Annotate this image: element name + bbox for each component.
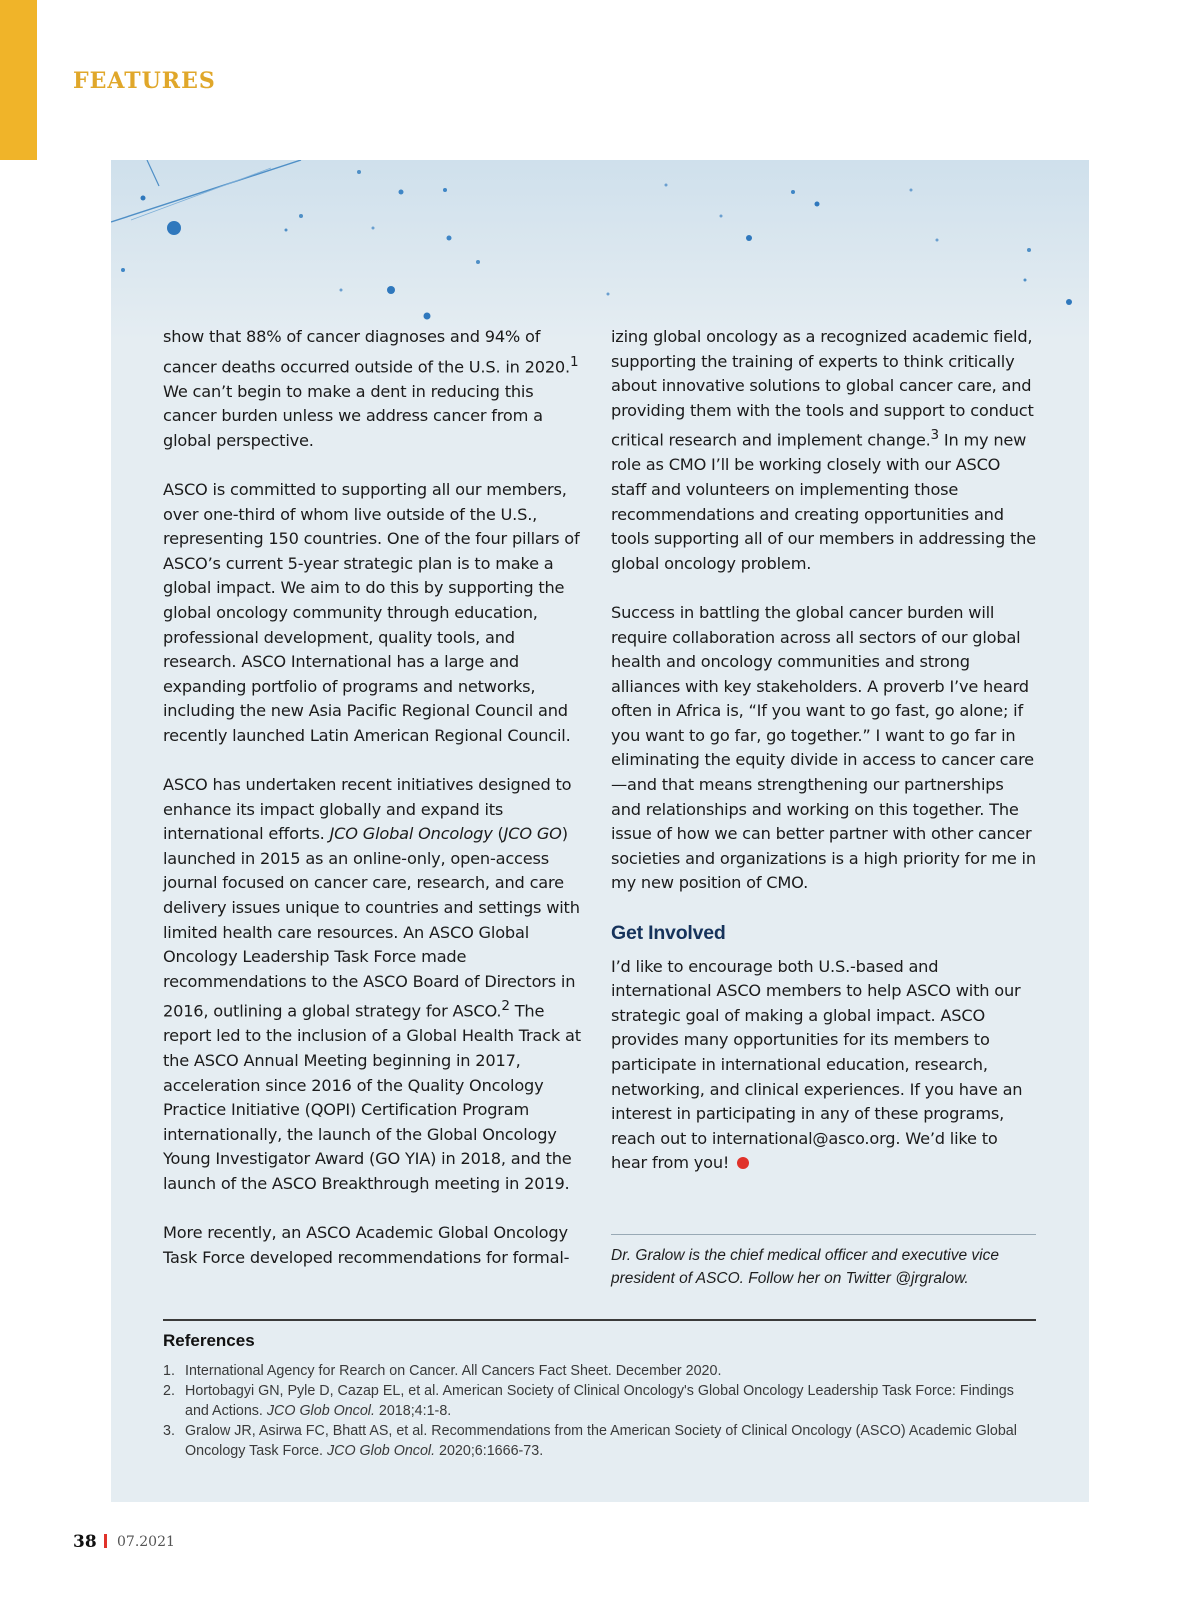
references-title: References	[163, 1331, 255, 1350]
paragraph: I’d like to encourage both U.S.-based and international ASCO members to help ASCO with our strategic goal of making a global impact. ASCO provides many opportunities for its members to participate in international education, research, networking, and clinical experiences. If you have an interest in participating in any of these programs, reach out to international@asco.org. We’d like to hear from you!	[611, 956, 1023, 1173]
paragraph: show that 88% of cancer diagnoses and 94% of cancer deaths occurred outside of the U.S. in 2020.$^1$ We can’t begin to make a dent in reducing this cancer burden unless we address cancer from a global perspective.	[163, 327, 579, 450]
paragraph: izing global oncology as a recognized academic field, supporting the training of experts to think critically about innovative solutions to global cancer care, and providing them with the tools and support to conduct critical research and implement change.$^3$ In my new role as CMO I’ll be working closely with our ASCO staff and volunteers on implementing those recommendations and creating opportunities and tools supporting all of our members in addressing the global oncology problem.	[611, 327, 1036, 573]
references-list	[163, 1361, 1036, 1461]
end-mark-icon	[737, 1157, 749, 1169]
paragraph: More recently, an ASCO Academic Global Oncology Task Force developed recommendations for formal-	[163, 1223, 570, 1267]
footer-separator	[104, 1534, 107, 1548]
references-divider	[163, 1319, 1036, 1321]
author-bio: Dr. Gralow is the chief medical officer and executive vice president of ASCO. Follow her on Twitter @jrgralow.	[611, 1247, 999, 1287]
paragraph: Success in battling the global cancer burden will require collaboration across all sectors of our global health and oncology communities and strong alliances with key stakeholders. A proverb I’ve heard often in Africa is, “If you want to go fast, go alone; if you want to go far, go together.” I want to go far in eliminating the equity divide in access to cancer care—and that means strengthening our partnerships and relationships and working on this together. The issue of how we can better partner with other cancer societies and organizations is a high priority for me in my new position of CMO.	[611, 602, 1036, 893]
reference-item: 2. Hortobagyi GN, Pyle D, Cazap EL, et al. American Society of Clinical Oncology's Global Oncology Leadership Task Force: Findings and Actions. JCO Glob Oncol. 2018;4:1-8.	[163, 1383, 1014, 1419]
page-number: 38	[73, 1532, 97, 1552]
issue-date: 07.2021	[117, 1534, 175, 1550]
reference-item: 3. Gralow JR, Asirwa FC, Bhatt AS, et al. Recommendations from the American Society of Clinical Oncology (ASCO) Academic Global Oncology Task Force. JCO Glob Oncol. 2020;6:1666-73.	[163, 1423, 1017, 1459]
right-column	[611, 325, 1036, 1201]
paragraph: ASCO is committed to supporting all our members, over one-third of whom live outside of the U.S., representing 150 countries. One of the four pillars of ASCO’s current 5-year strategic plan is to make a global impact. We aim to do this by supporting the global oncology community through education, professional development, quality tools, and research. ASCO International has a large and expanding portfolio of programs and networks, including the new Asia Pacific Regional Council and recently launched Latin American Regional Council.	[163, 479, 580, 745]
reference-item: 1. International Agency for Rearch on Cancer. All Cancers Fact Sheet. December 2020.	[163, 1363, 722, 1379]
left-column	[163, 325, 585, 1295]
get-involved-heading: Get Involved	[611, 921, 726, 944]
starfield-decoration	[111, 160, 1089, 340]
section-color-bar	[0, 0, 37, 160]
paragraph: ASCO has undertaken recent initiatives designed to enhance its impact globally and expand its international efforts. JCO Global Oncology (JCO GO) launched in 2015 as an online-only, open-access journal focused on cancer care, research, and care delivery issues unique to countries and settings with limited health care resources. An ASCO Global Oncology Leadership Task Force made recommendations to the ASCO Board of Directors in 2016, outlining a global strategy for ASCO.$^2$ The report led to the inclusion of a Global Health Track at the ASCO Annual Meeting beginning in 2017, acceleration since 2016 of the Quality Oncology Practice Initiative (QOPI) Certification Program internationally, the launch of the Global Oncology Young Investigator Award (GO YIA) in 2018, and the launch of the ASCO Breakthrough meeting in 2019.	[163, 775, 581, 1193]
bio-divider	[611, 1234, 1036, 1235]
article-panel	[111, 160, 1089, 1502]
section-label: FEATURES	[73, 68, 216, 94]
